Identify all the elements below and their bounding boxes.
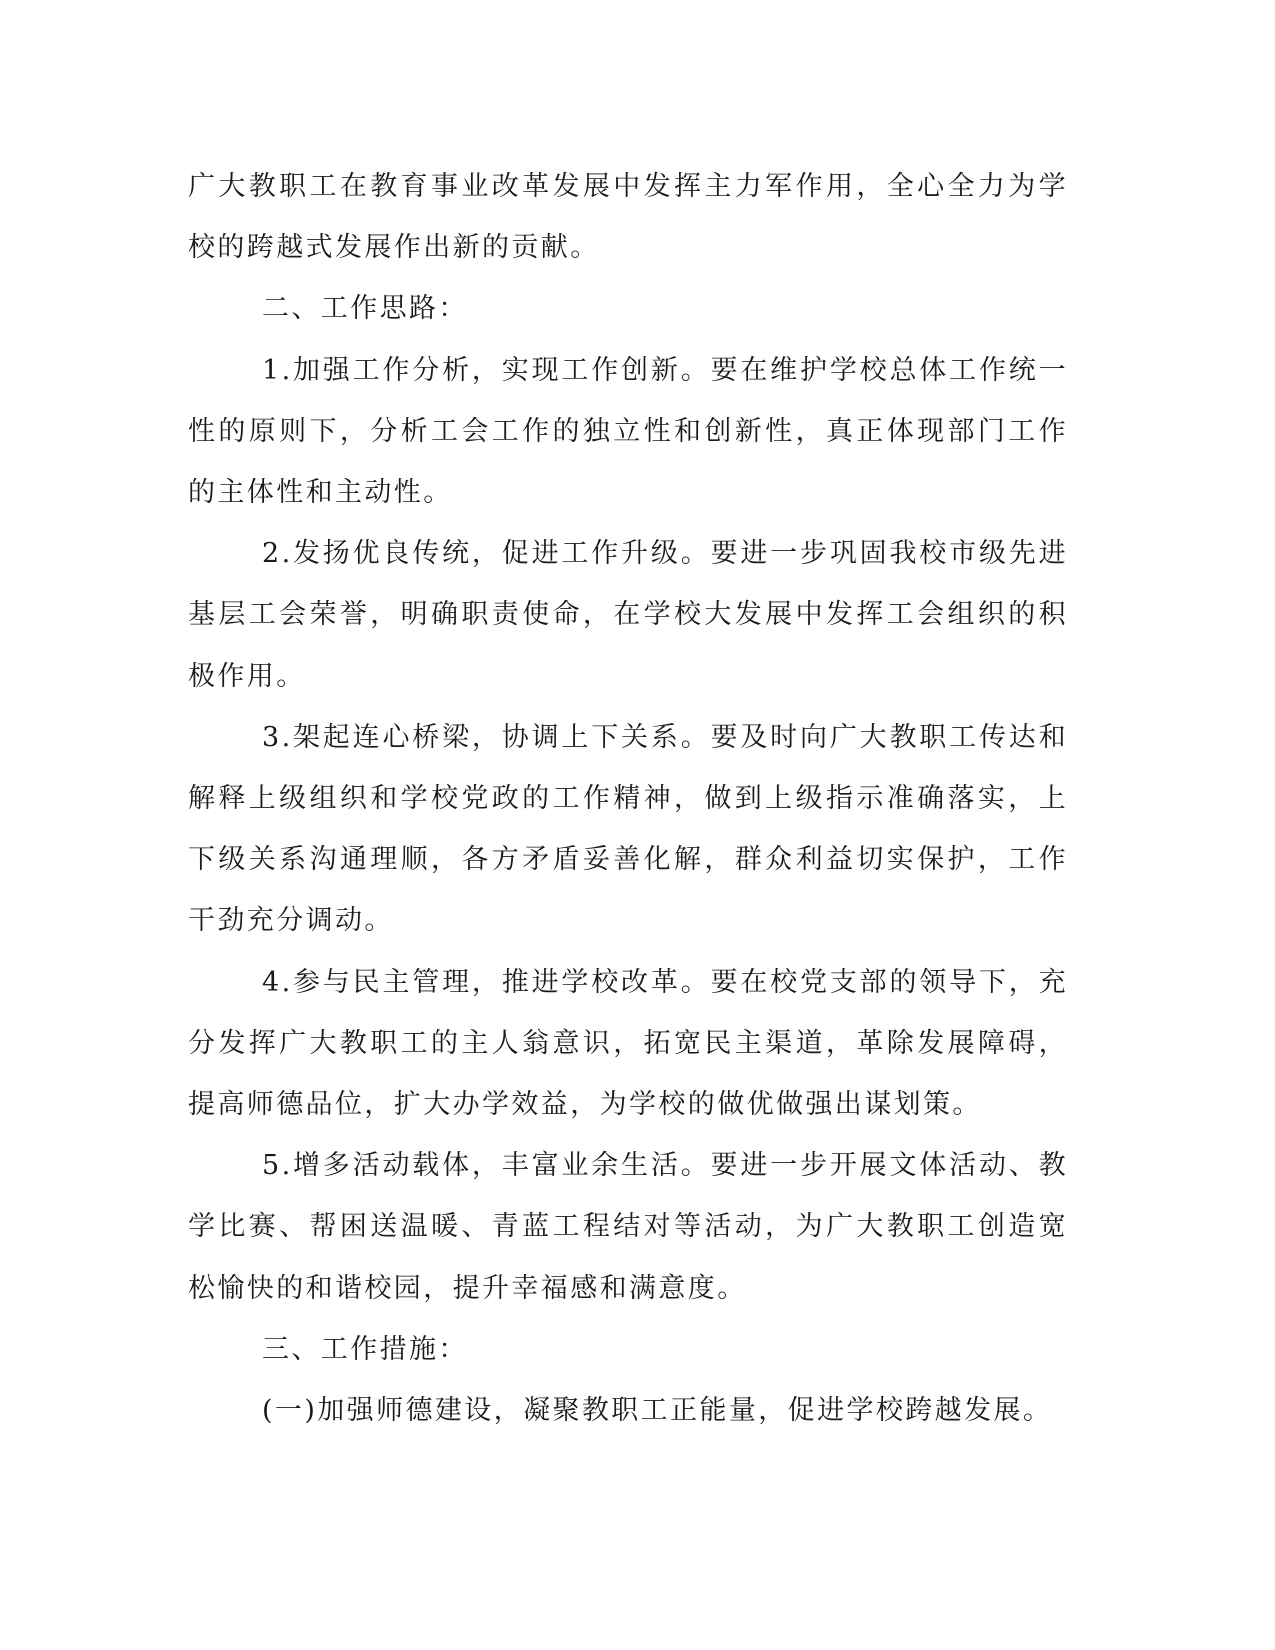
document-body: [188, 156, 1068, 1441]
paragraph-continuation: 广大教职工在教育事业改革发展中发挥主力军作用，全心全力为学校的跨越式发展作出新的贡献。: [188, 171, 1068, 264]
list-item-1: 1.加强工作分析，实现工作创新。要在维护学校总体工作统一性的原则下，分析工会工作的独立性和创新性，真正体现部门工作的主体性和主动性。: [188, 354, 1068, 509]
list-item-2: 2.发扬优良传统，促进工作升级。要进一步巩固我校市级先进基层工会荣誉，明确职责使命，在学校大发展中发挥工会组织的积极作用。: [188, 538, 1068, 692]
section-heading-work-ideas: 二、工作思路：: [262, 293, 468, 325]
subsection-heading-1: (一)加强师德建设，凝聚教职工正能量，促进学校跨越发展。: [262, 1395, 1053, 1427]
list-item-5: 5.增多活动载体，丰富业余生活。要进一步开展文体活动、教学比赛、帮困送温暖、青蓝工程结对等活动，为广大教职工创造宽松愉快的和谐校园，提升幸福感和满意度。: [188, 1150, 1068, 1304]
list-item-4: 4.参与民主管理，推进学校改革。要在校党支部的领导下，充分发挥广大教职工的主人翁意识，拓宽民主渠道，革除发展障碍，提高师德品位，扩大办学效益，为学校的做优做强出谋划策。: [188, 966, 1068, 1121]
section-heading-work-measures: 三、工作措施：: [262, 1333, 468, 1365]
list-item-3: 3.架起连心桥梁，协调上下关系。要及时向广大教职工传达和解释上级组织和学校党政的工作精神，做到上级指示准确落实，上下级关系沟通理顺，各方矛盾妥善化解，群众利益切实保护，工作干劲充分调动。: [188, 721, 1068, 937]
